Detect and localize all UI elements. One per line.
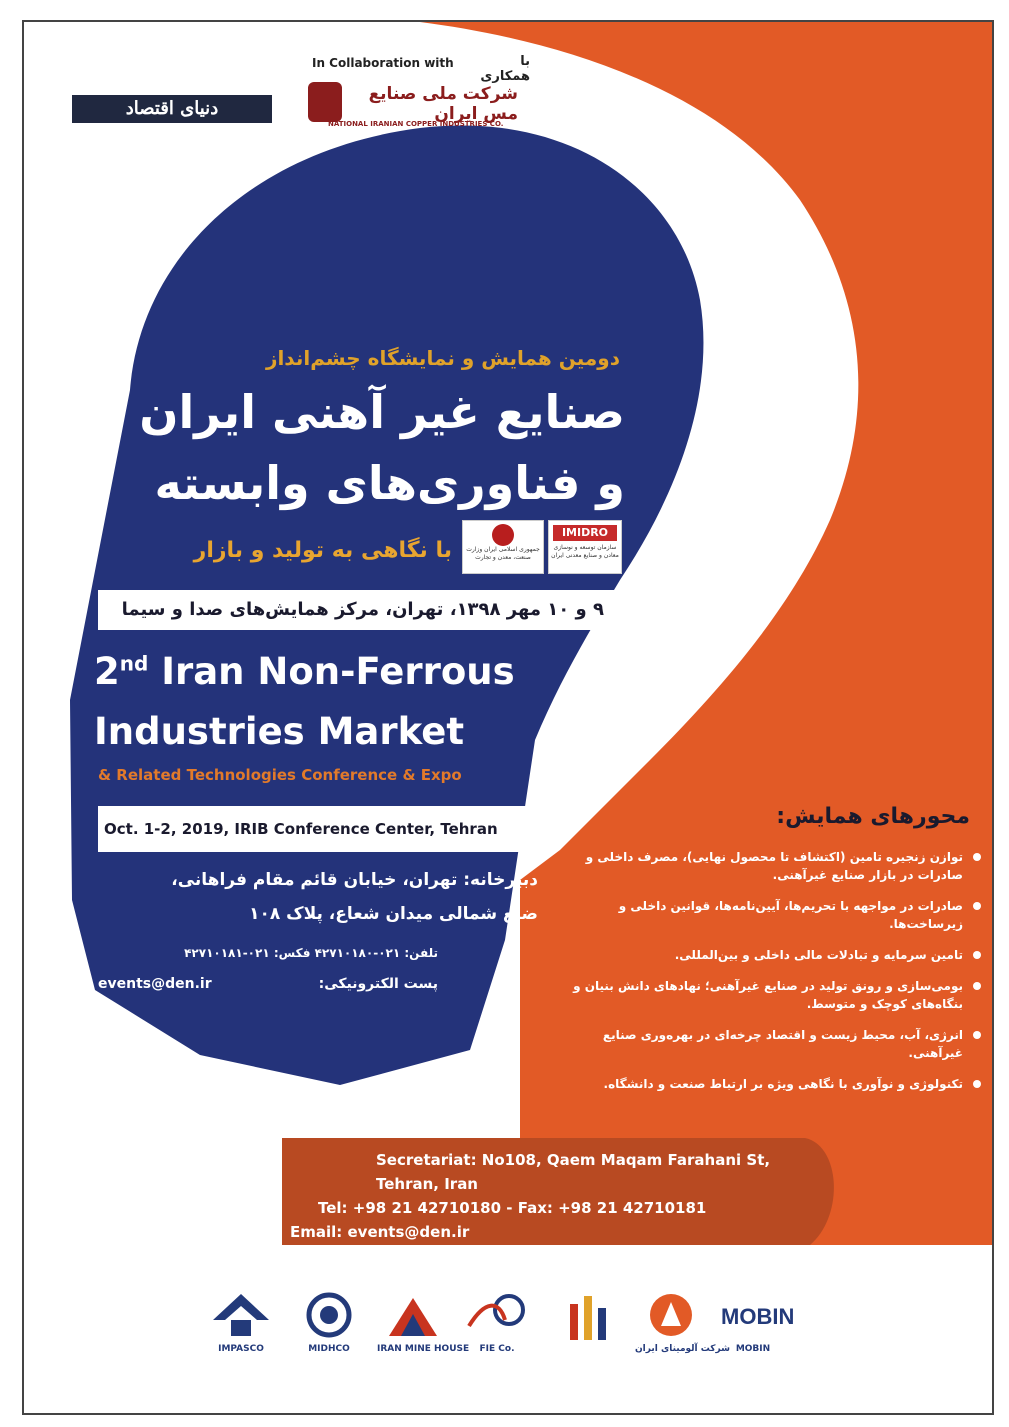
- impasco-logo: [205, 1290, 277, 1364]
- impasco-icon: [209, 1290, 273, 1340]
- secretariat-en-phone: Tel: +98 21 42710180 - Fax: +98 21 42710181: [318, 1199, 707, 1217]
- secretariat-en-line2: Tehran, Iran: [376, 1175, 478, 1193]
- date-banner-en: [98, 806, 546, 852]
- bullet-icon: [973, 982, 981, 990]
- axes-list: [545, 848, 985, 1106]
- axes-item: [545, 977, 985, 1013]
- nicico-logo: [308, 80, 518, 136]
- iran-mine-house-logo: [377, 1290, 470, 1364]
- den-logo: دنیای اقتصاد: [72, 95, 272, 123]
- sponsor-caption: FIE Co.: [479, 1344, 515, 1354]
- tagline-fa: با نگاهی به تولید و بازار: [193, 538, 452, 563]
- mobin-icon: [717, 1290, 797, 1340]
- axes-item-text: تامین سرمایه و تبادلات مالی داخلی و بین‌المللی.: [674, 948, 963, 962]
- fie-logo: [461, 1290, 533, 1364]
- ministry-logo: [462, 520, 544, 574]
- secretariat-en-line1: Secretariat: No108, Qaem Maqam Farahani St,: [376, 1151, 771, 1169]
- sponsor-logos: [205, 1290, 805, 1370]
- axes-item-text: صادرات در مواجهه با تحریم‌ها، آیین‌نامه‌ها، قوانین داخلی و زیرساخت‌ها.: [618, 899, 963, 931]
- axes-item-text: توازن زنجیره تامین (اکتشاف تا محصول نهایی)، مصرف داخلی و صادرات در بازار صنایع غیرآهنی.: [585, 850, 963, 882]
- bullet-icon: [973, 902, 981, 910]
- sponsor-caption: MOBIN: [735, 1344, 771, 1354]
- sponsor-caption: IRAN MINE HOUSE: [377, 1344, 470, 1354]
- title-en-line1: [94, 650, 515, 693]
- midhco-logo: [293, 1290, 365, 1364]
- nicico-name-en: NATIONAL IRANIAN COPPER INDUSTRIES CO.: [328, 120, 504, 128]
- title-en-ordinal: 2: [94, 650, 120, 693]
- secretariat-fa-line2: ضلع شمالی میدان شعاع، پلاک ۱۰۸: [249, 904, 538, 924]
- secretariat-en-email[interactable]: Email: events@den.ir: [290, 1223, 470, 1241]
- secretariat-fa-line1: دبیرخانه: تهران، خیابان قائم مقام فراهانی،: [171, 870, 538, 890]
- fie-icon: [465, 1290, 529, 1340]
- ministry-logo-text: جمهوری اسلامی ایران وزارت صنعت، معدن و تجارت: [466, 546, 540, 561]
- midhco-icon: [302, 1290, 356, 1340]
- axes-item-text: تکنولوژی و نوآوری با نگاهی ویژه بر ارتباط صنعت و دانشگاه.: [603, 1077, 963, 1091]
- title-fa-line2: و فناوری‌های وابسته: [154, 456, 625, 510]
- imidro-logo-text: سازمان توسعه و نوسازی معادن و صنایع معدنی ایران: [551, 544, 619, 559]
- date-banner-fa: [98, 590, 618, 630]
- alumina-logo: [635, 1290, 730, 1364]
- subtitle-en: & Related Technologies Conference & Expo: [98, 766, 462, 784]
- axes-item-text: انرژی، آب، محیط زیست و اقتصاد چرخه‌ای در بهره‌وری صنایع غیرآهنی.: [602, 1028, 963, 1060]
- iran-emblem-icon: [492, 524, 514, 546]
- sponsor-caption: شرکت آلومینای ایران: [635, 1344, 730, 1354]
- imidro-logo: [548, 520, 622, 574]
- mobin-logo: [717, 1290, 795, 1364]
- secretariat-fa-phone: تلفن: ۰۲۱-۴۲۷۱۰۱۸۰ فکس: ۰۲۱-۴۲۷۱۰۱۸۱: [184, 946, 438, 960]
- sponsor-caption: MIDHCO: [308, 1344, 350, 1354]
- axes-item: [545, 1026, 985, 1062]
- axes-item: [545, 1075, 985, 1093]
- subtitle-fa: دومین همایش و نمایشگاه چشم‌انداز: [265, 346, 620, 370]
- iran-mine-house-icon: [383, 1290, 443, 1340]
- bullet-icon: [973, 1080, 981, 1088]
- title-fa-line1: صنایع غیر آهنی ایران: [139, 385, 625, 439]
- bullet-icon: [973, 951, 981, 959]
- email-link-fa[interactable]: events@den.ir: [98, 976, 212, 992]
- imidro-brand: IMIDRO: [553, 525, 617, 541]
- title-en-line2: Industries Market: [94, 710, 464, 753]
- bullet-icon: [973, 1031, 981, 1039]
- axes-title: محورهای همایش:: [776, 804, 970, 829]
- date-en: Oct. 1-2, 2019, IRIB Conference Center, Tehran: [104, 820, 498, 838]
- email-label-fa: پست الکترونیکی:: [318, 976, 438, 992]
- nicico-name-fa: شرکت ملی صنایع مس ایران: [368, 84, 518, 124]
- date-fa: ۹ و ۱۰ مهر ۱۳۹۸، تهران، مرکز همایش‌های صدا و سیما: [121, 599, 604, 620]
- axes-item: [545, 897, 985, 933]
- bama-logo: [553, 1290, 625, 1364]
- bullet-icon: [973, 853, 981, 861]
- axes-item: [545, 946, 985, 964]
- sponsor-caption: IMPASCO: [218, 1344, 264, 1354]
- collab-label-en: In Collaboration with: [312, 56, 454, 70]
- svg-text:MOBIN: MOBIN: [721, 1304, 795, 1329]
- axes-item: [545, 848, 985, 884]
- collab-label-fa: با همکاری: [480, 54, 530, 84]
- alumina-icon: [646, 1290, 696, 1340]
- bama-icon: [564, 1290, 614, 1346]
- title-en-ordinal-suffix: nd: [119, 651, 149, 676]
- title-en-line1-rest: Iran Non-Ferrous: [148, 650, 515, 693]
- nicico-emblem-icon: [308, 82, 342, 122]
- axes-item-text: بومی‌سازی و رونق تولید در صنایع غیرآهنی؛ نهادهای دانش بنیان و بنگاه‌های کوچک و متوسط.: [573, 979, 963, 1011]
